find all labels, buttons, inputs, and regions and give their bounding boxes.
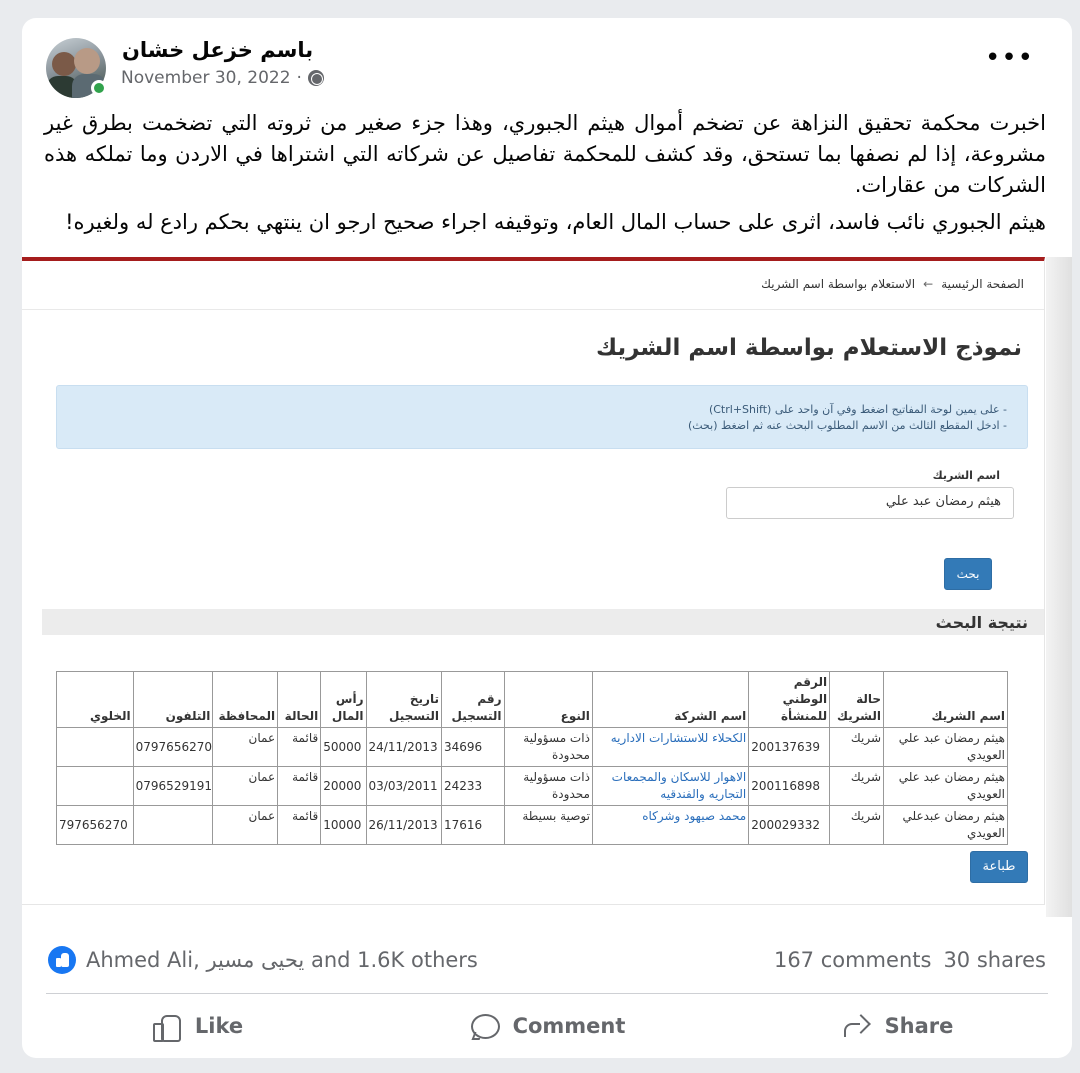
meta-separator: · <box>296 68 302 88</box>
column-header: رأس المال <box>321 672 366 728</box>
column-header: تاريخ التسجيل <box>366 672 441 728</box>
thumbs-up-icon <box>151 1011 181 1041</box>
column-header: الخلوي <box>57 672 134 728</box>
column-header: النوع <box>504 672 592 728</box>
action-bar <box>22 1004 1072 1048</box>
table-row <box>57 806 1008 845</box>
instructions-box <box>56 385 1028 449</box>
divider <box>22 309 1044 310</box>
more-options-button[interactable]: ••• <box>984 43 1034 73</box>
column-header: المحافظة <box>213 672 278 728</box>
table-cell: عمان <box>213 806 278 845</box>
column-header: رقم التسجيل <box>441 672 504 728</box>
table-cell: 24/11/2013 <box>366 728 441 767</box>
breadcrumb-current: الاستعلام بواسطة اسم الشريك <box>761 277 916 291</box>
table-cell: 797656270 <box>57 806 134 845</box>
table-cell: 0797656270 <box>133 728 213 767</box>
table-header-row <box>57 672 1008 728</box>
column-header: اسم الشريك <box>884 672 1008 728</box>
table-cell: 20000 <box>321 767 366 806</box>
share-label: Share <box>884 1014 954 1038</box>
search-button: بحث <box>944 558 992 590</box>
column-header: التلفون <box>133 672 213 728</box>
table-cell: هيثم رمضان عبد علي العويدي <box>884 767 1008 806</box>
table-cell: قائمة <box>278 806 321 845</box>
globe-icon[interactable] <box>308 70 324 86</box>
post-paragraph: اخبرت محكمة تحقيق النزاهة عن تضخم أموال هيثم الجبوري، وهذا جزء صغير من ثروته التي تضخمت بطرق غير مشروعة، إذا لم نصفها بما تستحق، وقد كشف للمحكمة تفاصيل عن شركاته التي اشتراها في الاردن وما تملكه هذه الشركات من عقارات. <box>44 111 1046 197</box>
table-cell: عمان <box>213 728 278 767</box>
company-link: الكحلاء للاستشارات الاداريه <box>592 728 748 767</box>
table-cell: قائمة <box>278 728 321 767</box>
table-cell: 200137639 <box>749 728 830 767</box>
table-cell: 200029332 <box>749 806 830 845</box>
table-cell: 50000 <box>321 728 366 767</box>
table-cell: عمان <box>213 767 278 806</box>
like-badge-icon <box>48 946 76 974</box>
instruction-line: - ادخل المقطع الثالث من الاسم المطلوب البحث عنه ثم اضغط (بحث) <box>687 419 1007 432</box>
result-title: نتيجة البحث <box>935 613 1028 632</box>
table-row <box>57 767 1008 806</box>
table-cell <box>133 806 213 845</box>
table-cell <box>57 767 134 806</box>
table-cell: 10000 <box>321 806 366 845</box>
table-cell: شريك <box>830 767 884 806</box>
instruction-line: - على يمين لوحة المفاتيح اضغط وفي آن واحد على (Ctrl+Shift) <box>708 403 1007 416</box>
comment-icon <box>469 1011 499 1041</box>
column-header: اسم الشركة <box>592 672 748 728</box>
post-paragraph: هيثم الجبوري نائب فاسد، اثرى على حساب المال العام، وتوقيفه اجراء صحيح ارجو ان ينتهي بحكم رادع له ولغيره! <box>65 210 1046 234</box>
table-cell: 200116898 <box>749 767 830 806</box>
embedded-image-edge <box>1046 257 1072 917</box>
column-header: الرقم الوطني للمنشأة <box>749 672 830 728</box>
breadcrumb-arrow-icon: ← <box>923 277 934 291</box>
reactions-summary[interactable] <box>48 946 478 974</box>
company-link: الاهوار للاسكان والمجمعات التجاريه والفندقيه <box>592 767 748 806</box>
post-author-name[interactable]: باسم خزعل خشان <box>122 38 314 62</box>
partner-name-input: هيثم رمضان عبد علي <box>726 487 1014 519</box>
shares-count[interactable]: 30 shares <box>943 948 1046 972</box>
table-cell: ذات مسؤولية محدودة <box>504 728 592 767</box>
share-icon <box>841 1011 871 1041</box>
partner-name-label: اسم الشريك <box>932 469 1000 482</box>
table-cell <box>57 728 134 767</box>
table-cell: شريك <box>830 806 884 845</box>
like-button[interactable] <box>22 1004 372 1048</box>
table-cell: 17616 <box>441 806 504 845</box>
comment-label: Comment <box>512 1014 626 1038</box>
print-button: طباعة <box>970 851 1028 883</box>
divider <box>46 993 1048 994</box>
table-cell: ذات مسؤولية محدودة <box>504 767 592 806</box>
table-cell: هيثم رمضان عبدعلي العويدي <box>884 806 1008 845</box>
post-date[interactable]: November 30, 2022 <box>121 68 291 88</box>
column-header: حالة الشريك <box>830 672 884 728</box>
table-cell: 03/03/2011 <box>366 767 441 806</box>
table-cell: 34696 <box>441 728 504 767</box>
comment-button[interactable] <box>372 1004 722 1048</box>
online-status-indicator <box>91 80 107 96</box>
share-button[interactable] <box>722 1004 1072 1048</box>
result-header-bar <box>42 609 1044 635</box>
column-header: الحالة <box>278 672 321 728</box>
company-link: محمد صيهود وشركاه <box>592 806 748 845</box>
post-meta <box>121 68 324 88</box>
results-table <box>56 671 1008 845</box>
table-cell: توصية بسيطة <box>504 806 592 845</box>
table-cell: 24233 <box>441 767 504 806</box>
breadcrumb <box>761 277 1024 291</box>
table-cell: هيثم رمضان عبد علي العويدي <box>884 728 1008 767</box>
post-text <box>44 108 1046 244</box>
engagement-counts <box>774 948 1046 972</box>
table-cell: قائمة <box>278 767 321 806</box>
table-cell: 0796529191 <box>133 767 213 806</box>
table-row <box>57 728 1008 767</box>
comments-count[interactable]: 167 comments <box>773 948 932 972</box>
table-cell: شريك <box>830 728 884 767</box>
table-cell: 26/11/2013 <box>366 806 441 845</box>
breadcrumb-home: الصفحة الرئيسية <box>941 277 1024 291</box>
like-label: Like <box>194 1014 244 1038</box>
form-title: نموذج الاستعلام بواسطة اسم الشريك <box>596 335 1022 361</box>
embedded-screenshot[interactable] <box>22 257 1045 905</box>
reactors-text[interactable]: Ahmed Ali, يحيى مسير and 1.6K others <box>86 948 478 972</box>
post-card <box>22 18 1072 1058</box>
